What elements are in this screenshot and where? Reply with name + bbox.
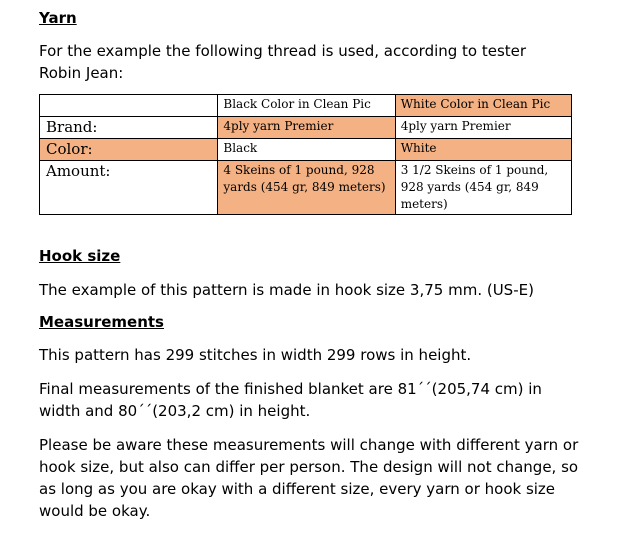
row-label-color: Color: — [40, 139, 218, 161]
brand-white-cell: 4ply yarn Premier — [395, 117, 571, 139]
hook-size-heading: Hook size — [39, 247, 121, 265]
final-measurements-text: Final measurements of the finished blanket are 81´´(205,74 cm) in width and 80´´(203,2 cm) in height. — [39, 380, 542, 420]
hook-size-text: The example of this pattern is made in hook size 3,75 mm. (US-E) — [39, 281, 534, 299]
yarn-heading: Yarn — [39, 9, 77, 27]
table-row-brand — [40, 117, 572, 139]
table-header-row — [40, 95, 572, 117]
brand-black-cell: 4ply yarn Premier — [218, 117, 395, 139]
row-label-amount: Amount: — [40, 161, 218, 215]
amount-black-cell: 4 Skeins of 1 pound, 928 yards (454 gr, 849 meters) — [218, 161, 395, 215]
amount-white-cell: 3 1/2 Skeins of 1 pound, 928 yards (454 gr, 849 meters) — [395, 161, 571, 215]
color-white-cell: White — [395, 139, 571, 161]
yarn-intro-text: For the example the following thread is used, according to tester Robin Jean: — [39, 42, 527, 82]
measurements-heading: Measurements — [39, 313, 164, 331]
row-label-brand: Brand: — [40, 117, 218, 139]
measurement-note-text: Please be aware these measurements will change with different yarn or hook size, but also can differ per person. The design will not change, so as long as you are okay with a different size, every yarn or hook size would be okay. — [39, 436, 579, 520]
yarn-table — [39, 94, 572, 215]
stitches-text: This pattern has 299 stitches in width 299 rows in height. — [39, 346, 472, 364]
table-row-color — [40, 139, 572, 161]
table-header-white: White Color in Clean Pic — [395, 95, 571, 117]
table-header-black: Black Color in Clean Pic — [218, 95, 395, 117]
table-row-amount — [40, 161, 572, 215]
color-black-cell: Black — [218, 139, 395, 161]
table-header-empty-cell — [40, 95, 218, 117]
